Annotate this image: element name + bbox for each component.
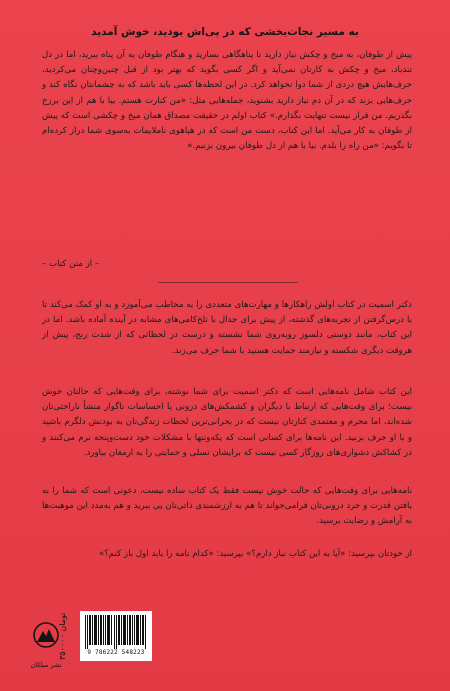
isbn-number: 9 786222 548223 xyxy=(87,649,145,656)
quote-source: – از متن کتاب – xyxy=(42,259,100,269)
barcode-bars xyxy=(85,615,147,649)
excerpt-paragraph: پیش از طوفان، به میخ و چکش نیاز دارید تا پناهگاهی بسازید و هنگام طوفان به آن پناه ببرید، اما در دل تندباد، میخ و چکش به کارتان نمی‌آید و اگر کسی بگوید که بهتر بود از قبل چنین‌وچنان می‌کردید، حرف‌هایش هیچ دردی از شما دوا نخواهد کرد. در این لحظه‌ها کسی باید باشد که به چشمانتان نگاه کند و حرف‌هایی بزند که در آن دم نیاز دارید بشنوید، جمله‌هایی مثل: «من کنارت هستم. بیا با هم از این برزخ بگذریم. من قرار نیست تنهایت بگذارم.» کتاب اولم در حقیقت مصداق همان میخ و چکشی است که پیش از طوفان به کار می‌آید. اما این کتاب، دست من است که در هیاهوی ناملایمات به‌سوی شما دراز کرده‌ام تا بگویم: «من راه را بلدم. بیا با هم از دل طوفان بیرون بزنیم.» xyxy=(42,50,412,152)
description-paragraph-2: این کتاب شامل نامه‌هایی است که دکتر اسمیت برای شما نوشته، برای وقت‌هایی که حالتان خوش نیست؛ برای وقت‌هایی که ارتباط با دیگران و کشمکش‌های درونی یا احساسات ناگوار منشأ ناراحتی‌تان شده‌اند، اما محرم و معتمدی کنارتان نیست که در بحرانی‌ترین لحظات زندگی‌تان به بودنش دلگرم باشید و با او حرف بزنید. این نامه‌ها برای کسانی است که یکه‌وتنها با مشکلات خود دست‌وپنجه نرم می‌کنند و در کشاکش دشواری‌های روزگار کسی نیست که برایشان تسلی و حمایتی را به ارمغان بیاورد. xyxy=(42,387,412,458)
publisher-name: نشر میلکان xyxy=(30,661,62,669)
barcode xyxy=(80,611,152,661)
price-label: ۳۵۰۰۰۰ تومان xyxy=(58,612,67,660)
closing-question: از خودتان بپرسید: «آیا به این کتاب نیاز دارم؟» بپرسید: «کدام نامه را باید اول باز کنم؟» xyxy=(98,549,412,559)
divider xyxy=(158,282,298,283)
description-paragraph-3: نامه‌هایی برای وقت‌هایی که حالت خوش نیست فقط یک کتاب ساده نیست، دعوتی است که شما را به یافتن قدرت و خرد درونی‌تان فرامی‌خواند تا هم به ارزشمندی ذاتی‌تان پی ببرید و هم به‌مدد این موهبت‌ها به آرامش و رضایت برسید. xyxy=(42,486,412,527)
description-paragraph-1: دکتر اسمیت در کتاب اولش راهکارها و مهارت‌های متعددی را به مخاطب می‌آموزد و به او کمک می‌کند تا با درس‌گرفتن از تجربه‌های گذشته، از پیش برای جدال با تلخ‌کامی‌های مشابه در آینده آماده باشد. اما در این کتاب، مانند دوستی دلسوز روبه‌روی شما نشسته و درست در لحظاتی که از شدت رنج، پیش از هروقت دیگری شکسته و نیازمند حمایت هستید با شما حرف می‌زند. xyxy=(42,300,412,356)
tagline: به مسیر نجات‌بخشی که در پی‌اش بودید، خوش آمدید xyxy=(91,26,359,38)
publisher-logo-icon xyxy=(33,614,59,660)
